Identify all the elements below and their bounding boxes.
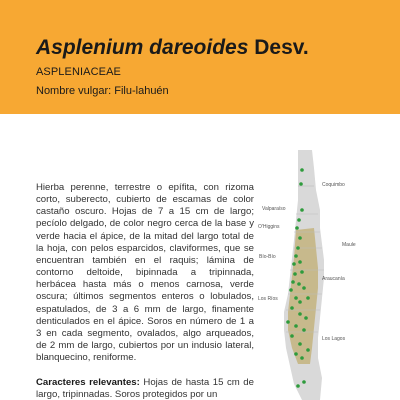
species-description: Hierba perenne, terrestre o epífita, con rizoma corto, suberecto, cubierto de escamas de color castaño oscuro. Hojas de 7 a 15 cm de largo; pecíolo delgado, de color negro cerca de la base y verde hacia el ápice, de la mitad del largo total de la hoja, con pelos esparcidos, claviformes, que se encuentran también en el raquis; lámina de contorno deltoide, bipinnada a tripinnada, herbácea hasta más o menos carnosa, verde oscura; últimos segmentos enteros o lobulados, espatulados, de 3 a 6 mm de largo, finamente denticulados en el ápice. Soros en número de 1 a 3 en cada segmento, ovalados, algo arqueados, de 2 mm de largo, cubiertos por un indusio lateral, blanquecino, reniforme. (36, 182, 254, 364)
region-label-losrios: Los Ríos (258, 296, 278, 302)
relevant-characters (36, 377, 254, 400)
relevant-text: Hojas de hasta 15 cm de largo, tripinnadas. Soros protegidos por un (36, 377, 254, 400)
region-label-coquimbo: Coquimbo (322, 182, 345, 188)
region-label-valparaiso: Valparaíso (262, 206, 286, 212)
species-header (0, 0, 400, 114)
species-title (36, 36, 309, 60)
chile-map-svg (258, 148, 400, 400)
relevant-label: Caracteres relevantes: (36, 377, 140, 388)
region-label-maule: Maule (342, 242, 356, 248)
scientific-name: Asplenium dareoides (36, 36, 249, 59)
region-label-biobio: Bío-Bío (259, 254, 276, 260)
species-author: Desv. (254, 36, 309, 59)
region-label-araucania: Araucanía (322, 276, 345, 282)
region-label-loslagos: Los Lagos (322, 336, 346, 342)
common-name: Nombre vulgar: Filu-lahuén (36, 85, 169, 97)
family-name: ASPLENIACEAE (36, 66, 121, 78)
distribution-map (258, 148, 400, 400)
region-label-ohiggins: O'Higgins (258, 224, 280, 230)
